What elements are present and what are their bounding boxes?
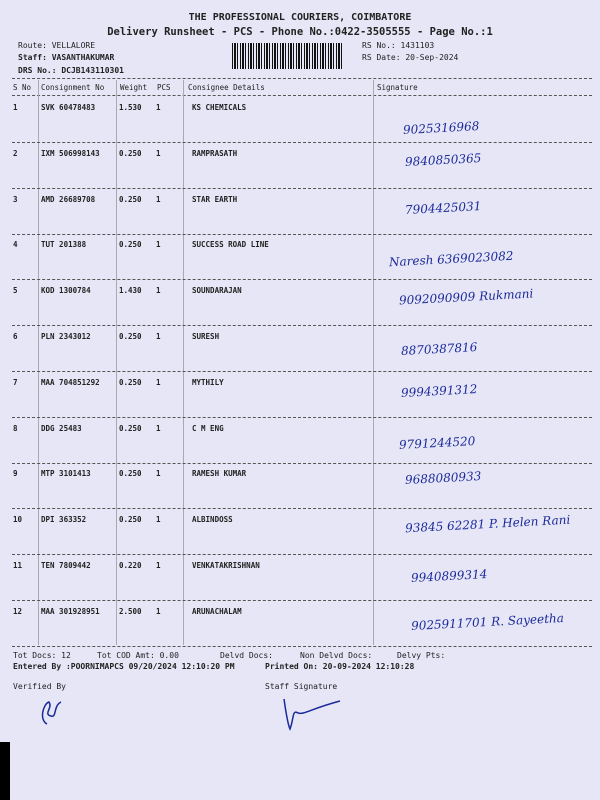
weight: 1.530 bbox=[119, 103, 142, 112]
table-row bbox=[0, 509, 600, 555]
sno: 7 bbox=[13, 377, 18, 387]
weight: 0.250 bbox=[119, 515, 142, 525]
table-row bbox=[0, 97, 600, 143]
pcs: 1 bbox=[156, 606, 161, 616]
consignee-name: KS CHEMICALS bbox=[192, 103, 247, 112]
consignee-name: RAMPRASATH bbox=[192, 148, 238, 158]
table-row bbox=[0, 372, 600, 418]
scan-edge bbox=[0, 742, 10, 800]
pcs: 1 bbox=[156, 148, 161, 158]
handwritten-signature: 9025316968 bbox=[402, 119, 480, 137]
drs-number: DRS No.: DCJB143110301 bbox=[18, 66, 124, 75]
pcs: 1 bbox=[156, 469, 161, 479]
col-sno: S No bbox=[13, 83, 32, 92]
pcs: 1 bbox=[156, 240, 161, 250]
row-divider bbox=[12, 646, 592, 647]
non-delvd-docs: Non Delvd Docs: bbox=[300, 651, 373, 660]
consignee-name: MYTHILY bbox=[192, 377, 224, 387]
consignment-no: TEN 7809442 bbox=[41, 561, 91, 570]
tot-cod: Tot COD Amt: 0.00 bbox=[97, 651, 179, 660]
consignee-name: STAR EARTH bbox=[192, 194, 238, 204]
sno: 3 bbox=[13, 194, 18, 204]
consignment-no: SVK 60478483 bbox=[41, 103, 96, 112]
consignee-name: SURESH bbox=[192, 332, 220, 341]
handwritten-signature: 8870387816 bbox=[400, 340, 478, 358]
consignee-name: VENKATAKRISHNAN bbox=[192, 561, 260, 570]
consignment-no: PLN 2343012 bbox=[41, 332, 91, 341]
sno: 12 bbox=[13, 606, 23, 616]
consignment-no: IXM 506998143 bbox=[41, 148, 100, 158]
table-row bbox=[0, 280, 600, 326]
handwritten-signature: 93845 62281 P. Helen Rani bbox=[404, 512, 571, 536]
consignment-no: KOD 1300784 bbox=[41, 286, 91, 296]
pcs: 1 bbox=[156, 515, 161, 525]
sno: 2 bbox=[13, 148, 18, 158]
handwritten-signature: 9092090909 Rukmani bbox=[398, 286, 534, 308]
table-row bbox=[0, 143, 600, 189]
printed-on: Printed On: 20-09-2024 12:10:28 bbox=[265, 662, 415, 671]
consignment-no: AMD 26689708 bbox=[41, 194, 96, 204]
pcs: 1 bbox=[156, 423, 161, 433]
table-row bbox=[0, 601, 600, 647]
rs-number: RS No.: 1431103 bbox=[362, 41, 435, 50]
weight: 0.250 bbox=[119, 377, 142, 387]
weight: 1.430 bbox=[119, 286, 142, 296]
consignee-name: SOUNDARAJAN bbox=[192, 286, 242, 296]
weight: 0.250 bbox=[119, 423, 142, 433]
handwritten-signature: 9994391312 bbox=[400, 381, 478, 400]
consignment-no: DDG 25483 bbox=[41, 423, 82, 433]
sno: 1 bbox=[13, 103, 18, 112]
consignee-name: ALBINDOSS bbox=[192, 515, 233, 525]
delvy-pts: Delvy Pts: bbox=[397, 651, 446, 660]
table-row bbox=[0, 326, 600, 372]
consignee-name: C M ENG bbox=[192, 423, 224, 433]
rs-date: RS Date: 20-Sep-2024 bbox=[362, 53, 459, 62]
staff: Staff: VASANTHAKUMAR bbox=[18, 53, 115, 62]
sno: 5 bbox=[13, 286, 18, 296]
handwritten-signature: 9025911701 R. Sayeetha bbox=[410, 610, 565, 633]
handwritten-signature: 9840850365 bbox=[404, 150, 482, 169]
handwritten-signature: 9940899314 bbox=[410, 567, 488, 585]
consignee-name: RAMESH KUMAR bbox=[192, 469, 247, 479]
consignment-no: MTP 3101413 bbox=[41, 469, 91, 479]
weight: 0.220 bbox=[119, 561, 142, 570]
handwritten-signature: 7904425031 bbox=[404, 198, 482, 217]
handwritten-signature: 9791244520 bbox=[398, 433, 476, 452]
consignee-name: ARUNACHALAM bbox=[192, 606, 242, 616]
weight: 0.250 bbox=[119, 194, 142, 204]
table-row bbox=[0, 234, 600, 280]
col-consignment: Consignment No bbox=[41, 83, 105, 92]
divider bbox=[12, 78, 592, 79]
route: Route: VELLALORE bbox=[18, 41, 96, 50]
consignment-no: TUT 201388 bbox=[41, 240, 87, 250]
delvd-docs: Delvd Docs: bbox=[220, 651, 273, 660]
table-row bbox=[0, 555, 600, 601]
col-pcs: PCS bbox=[157, 83, 171, 92]
weight: 0.250 bbox=[119, 469, 142, 479]
table-row bbox=[0, 418, 600, 464]
tot-docs: Tot Docs: 12 bbox=[13, 651, 71, 660]
divider bbox=[12, 95, 592, 96]
verifier-signature bbox=[35, 698, 65, 728]
verified-by-label: Verified By bbox=[13, 682, 66, 691]
runsheet-subtitle: Delivery Runsheet - PCS - Phone No.:0422-3505555 - Page No.:1 bbox=[107, 26, 493, 38]
pcs: 1 bbox=[156, 103, 161, 112]
weight: 2.500 bbox=[119, 606, 142, 616]
table-row bbox=[0, 189, 600, 235]
pcs: 1 bbox=[156, 194, 161, 204]
sno: 6 bbox=[13, 332, 18, 341]
sno: 8 bbox=[13, 423, 18, 433]
sno: 9 bbox=[13, 469, 18, 479]
col-consignee: Consignee Details bbox=[188, 83, 265, 92]
consignment-no: MAA 704851292 bbox=[41, 377, 100, 387]
weight: 0.250 bbox=[119, 240, 142, 250]
consignment-no: MAA 301928951 bbox=[41, 606, 100, 616]
entered-by: Entered By :POORNIMAPCS 09/20/2024 12:10:20 PM bbox=[13, 662, 235, 671]
weight: 0.250 bbox=[119, 332, 142, 341]
consignee-name: SUCCESS ROAD LINE bbox=[192, 240, 269, 250]
staff-signature-label: Staff Signature bbox=[265, 682, 338, 691]
pcs: 1 bbox=[156, 561, 161, 570]
pcs: 1 bbox=[156, 377, 161, 387]
sno: 10 bbox=[13, 515, 23, 525]
handwritten-signature: Naresh 6369023082 bbox=[388, 249, 514, 270]
sno: 4 bbox=[13, 240, 18, 250]
company-title: THE PROFESSIONAL COURIERS, COIMBATORE bbox=[188, 12, 412, 23]
consignment-no: DPI 363352 bbox=[41, 515, 87, 525]
table-row bbox=[0, 463, 600, 509]
pcs: 1 bbox=[156, 332, 161, 341]
handwritten-signature: 9688080933 bbox=[404, 469, 482, 488]
pcs: 1 bbox=[156, 286, 161, 296]
col-signature: Signature bbox=[377, 83, 418, 92]
weight: 0.250 bbox=[119, 148, 142, 158]
col-weight: Weight bbox=[120, 83, 148, 92]
sno: 11 bbox=[13, 561, 23, 570]
barcode bbox=[232, 43, 342, 69]
staff-signature bbox=[280, 695, 345, 735]
